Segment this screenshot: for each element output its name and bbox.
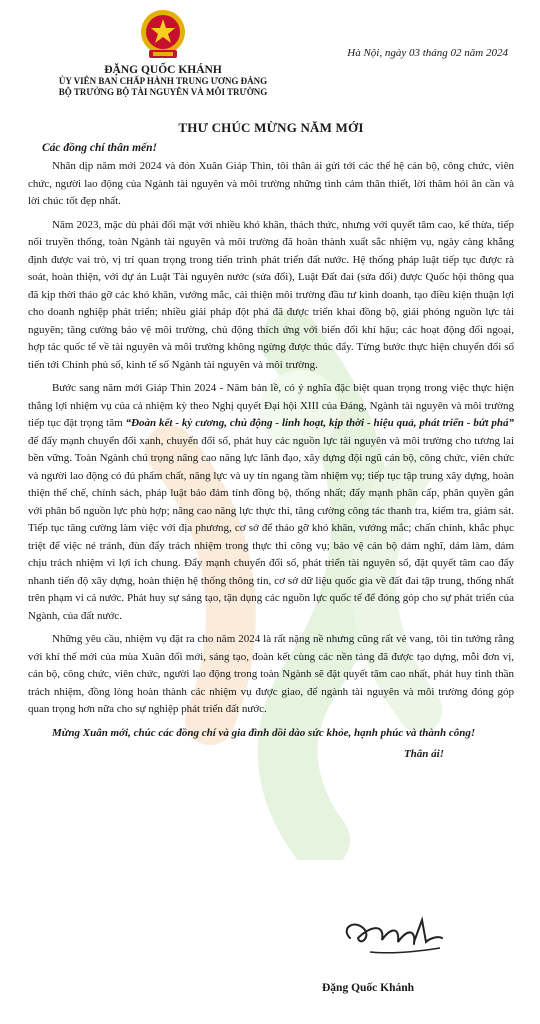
issuer-name: ĐẶNG QUỐC KHÁNH xyxy=(104,64,222,76)
paragraph-2: Năm 2023, mặc dù phải đối mặt với nhiều khó khăn, thách thức, nhưng với quyết tâm cao, kế thừa, tiếp nối truyền thống, toàn Ngành tài nguyên và môi trường đã hoàn thành xuất sắc nhiệm vụ, ngày càng khẳng định được vai trò, vị trí quan trọng trong tiến trình phát triển đất nước. Hệ thống pháp luật tiếp tục được rà soát, hoàn thiện, với dự án Luật Tài nguyên nước (sửa đổi), Luật Đất đai (sửa đổi) được Quốc hội thông qua đã kịp thời tháo gỡ các khó khăn, vướng mắc, cải thiện môi trường đầu tư kinh doanh, tạo điều kiện thuận lợi cho doanh nghiệp phát triển; nhiều giải pháp đột phá đã được triển khai đồng bộ, giải phóng nguồn lực tài nguyên; tăng cường bảo vệ môi trường, chủ động thích ứng với biến đổi khí hậu; các hoạt động đối ngoại, hợp tác quốc tế về tài nguyên và môi trường không ngừng được thúc đẩy. Từng bước thực hiện chuyển đổi số tiến tới Chính phủ số, kinh tế số Ngành tài nguyên và môi trường. xyxy=(28,218,514,371)
signature-icon xyxy=(330,908,450,963)
thanks-line: Thân ái! xyxy=(403,748,444,760)
paragraph-4: Những yêu cầu, nhiệm vụ đặt ra cho năm 2024 là rất nặng nề nhưng cũng rất vẻ vang, tôi tin tưởng rằng với khí thế mới của mùa Xuân đổi mới, sáng tạo, đoàn kết cùng các nền tảng đã được tạo dựng, mỗi đơn vị, cán bộ, công chức, viên chức, người lao động trong toàn Ngành sẽ đặt quyết tâm cao nhất, phát huy tinh thần trách nhiệm, đồng lòng hoàn thành các nhiệm vụ được giao, để ngành tài nguyên và môi trường đóng góp quan trọng hơn nữa cho sự nghiệp phát triển đất nước. xyxy=(28,633,514,715)
letter-date: Hà Nội, ngày 03 tháng 02 năm 2024 xyxy=(347,47,508,59)
letter-header xyxy=(28,0,514,98)
issuer-role-line2: BỘ TRƯỞNG BỘ TÀI NGUYÊN VÀ MÔI TRƯỜNG xyxy=(58,87,268,97)
letter-title: THƯ CHÚC MỪNG NĂM MỚI xyxy=(178,120,364,135)
closing-wishes: Mừng Xuân mới, chúc các đồng chí và gia đình dồi dào sức khỏe, hạnh phúc và thành công! xyxy=(52,726,476,739)
paragraph-1: Nhân dịp năm mới 2024 và đón Xuân Giáp Thìn, tôi thân ái gửi tới các thế hệ cán bộ, công chức, viên chức, người lao động của Ngành tài nguyên và môi trường những tình cảm thân thiết, lời thăm hỏi ân cần và lời chúc tốt đẹp nhất. xyxy=(28,160,514,207)
paragraph-3-motto: “Đoàn kết - kỷ cương, chủ động - linh hoạt, kịp thời - hiệu quả, phát triển - bứt phá” xyxy=(125,417,514,429)
paragraph-3 xyxy=(28,380,514,625)
national-emblem-icon xyxy=(139,8,187,60)
letter-greeting: Các đồng chí thân mến! xyxy=(42,142,158,154)
signer-name: Đặng Quốc Khánh xyxy=(322,982,415,994)
issuer-block xyxy=(28,0,298,98)
issuer-role-line1: ỦY VIÊN BAN CHẤP HÀNH TRUNG ƯƠNG ĐẢNG xyxy=(58,76,268,86)
paragraph-3-body: để đẩy mạnh chuyển đổi xanh, chuyển đổi số, phát huy các nguồn lực tài nguyên và môi trường cho tương lai bền vững. Toàn Ngành chú trọng nâng cao năng lực lãnh đạo, xây dựng đội ngũ cán bộ, công chức, viên chức và người lao động có đủ phẩm chất, năng lực và uy tín ngang tầm nhiệm vụ; tiếp tục tập trung xây dựng, hoàn thiện thể chế, chính sách, pháp luật bảo đảm tính đồng bộ, thống nhất; đẩy mạnh phân cấp, phân quyền gắn với phân bổ nguồn lực phù hợp; nâng cao năng lực thực thi, tăng cường công tác thanh tra, kiểm tra, giám sát. Tiếp tục tăng cường làm việc với địa phương, cơ sở để tháo gỡ khó khăn, vướng mắc; chấn chỉnh, khắc phục triệt để việc né tránh, đùn đẩy trách nhiệm trong thực thi công vụ; bảo vệ cán bộ dám nghĩ, dám làm, dám chịu trách nhiệm vì lợi ích chung. Đẩy mạnh chuyển đổi số, phát triển tài nguyên số, đặt quyết tâm cao đẩy nhanh tiến độ xây dựng, hoàn thiện hệ thống thông tin, cơ sở dữ liệu quốc gia về đất đai tập trung, thống nhất trên phạm vi cả nước. Phát huy sự sáng tạo, tận dụng các nguồn lực quốc tế để đóng góp cho sự phát triển của Ngành, của đất nước. xyxy=(28,434,514,622)
paragraph-3-intro: Bước sang năm mới Giáp Thìn 2024 - Năm bản lề, có ý nghĩa đặc biệt quan trọng trong việc thực hiện thắng lợi nhiệm vụ của cả nhiệm kỳ theo Nghị quyết Đại hội XIII của Đảng, Ngành tài nguyên và môi trường tiếp tục đặt trọng tâm xyxy=(28,382,514,429)
